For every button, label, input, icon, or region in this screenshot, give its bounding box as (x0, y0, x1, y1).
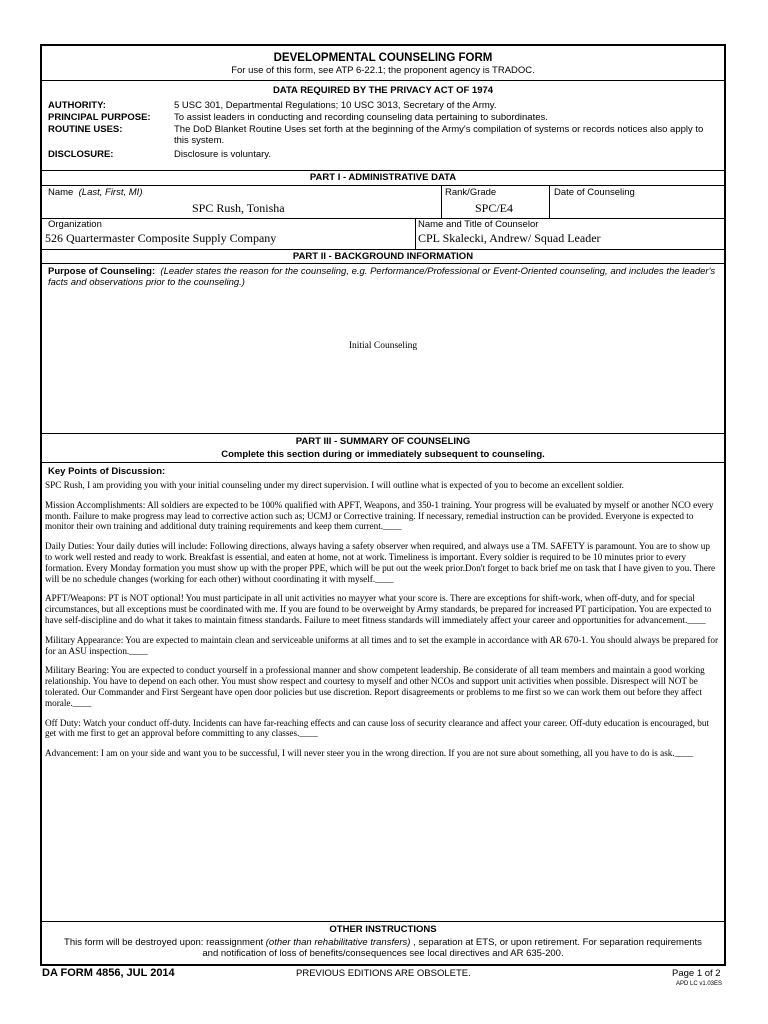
divider (441, 185, 442, 218)
other-instructions-heading: OTHER INSTRUCTIONS (329, 924, 437, 935)
authority-label: AUTHORITY: (48, 100, 106, 111)
purpose-label: Purpose of Counseling: (Leader states the reason for the counseling, e.g. Performance/Professional or Event-Oriented counseling, and includes the leader's facts and observations prior to the counseling.) (48, 266, 716, 288)
divider (42, 921, 724, 922)
editions-notice: PREVIOUS EDITIONS ARE OBSOLETE. (296, 968, 471, 979)
form-number: DA FORM 4856, JUL 2014 (42, 967, 175, 979)
counselor-field[interactable]: CPL Skalecki, Andrew/ Squad Leader (418, 231, 601, 245)
privacy-heading: DATA REQUIRED BY THE PRIVACY ACT OF 1974 (272, 85, 494, 96)
divider (42, 263, 724, 264)
key-point-paragraph: Mission Accomplishments: All soldiers are expected to be 100% qualified with APFT, Weapons, and 350-1 training. Your progress will be evaluated by myself or another NCO every month. Failure to make progress may lead to corrective action such as; UCMJ or Corrective training. If necessary, remedial instruction can be provided. Everyone is expected to monitor their own training and additional duty training requirements and keep them current.____ (45, 499, 714, 532)
divider (42, 433, 724, 434)
counselor-label: Name and Title of Counselor (418, 219, 539, 230)
key-point-paragraph: Daily Duties: Your daily duties will include: Following directions, always having a safety observer when required, and always use a TM. SAFETY is paramount. You are to show up to work well rested and ready to work. Breakfast is essential, and eaten at home, not at work. Timeliness is important. Every soldier is required to be 10 minutes prior to every formation. Every Monday formation you must show up with the proper PPE, which will be put out the week prior.Don't forget to back brief me on task that I have given to you. There will be no schedule changes (working for each other) without coordinating it with myself.____ (45, 541, 716, 584)
authority-text: 5 USC 301, Departmental Regulations; 10 USC 3013, Secretary of the Army. (174, 100, 497, 111)
principal-purpose-label: PRINCIPAL PURPOSE: (48, 112, 151, 123)
divider (42, 185, 724, 186)
key-point-paragraph: APFT/Weapons: PT is NOT optional! You must participate in all unit activities no mayyer what your score is. There are exceptions for shift-work, when off-duty, and for special circumstances, but all exceptions must be coordinated with me. If you are found to be overweight by Army standards, be prepared for increased PT participation. You are expected to have self-discipline and do what it takes to maintain fitness standards. Failure to meet fitness standards will immediately affect your career and opportunities for advancement.____ (45, 593, 712, 625)
key-point-paragraph: Military Appearance: You are expected to maintain clean and serviceable uniforms at all times and to set the example in accordance with AR 670-1. You should always be prepared for for an ASU inspection.____ (45, 634, 719, 656)
version-tag: APD LC v1.03ES (676, 981, 723, 987)
purpose-field[interactable]: Initial Counseling (348, 341, 418, 351)
form-subtitle: For use of this form, see ATP 6-22.1; the proponent agency is TRADOC. (231, 65, 535, 76)
key-point-paragraph: Advancement: I am on your side and want you to be successful, I will never steer you in the wrong direction. If you are not sure about something, all you have to do is ask.____ (45, 748, 694, 759)
disclosure-label: DISCLOSURE: (48, 149, 114, 160)
key-point-paragraph: SPC Rush, I am providing you with your initial counseling under my direct supervision. I will outline what is expected of you to become an excellent soldier. (45, 480, 624, 490)
divider (42, 218, 724, 219)
form-title: DEVELOPMENTAL COUNSELING FORM (273, 52, 493, 64)
principal-purpose-text: To assist leaders in conducting and recording counseling data pertaining to subordinates. (174, 112, 548, 123)
date-label: Date of Counseling (554, 187, 635, 198)
divider (415, 218, 416, 249)
part1-heading: PART I - ADMINISTRATIVE DATA (309, 172, 457, 183)
key-point-paragraph: Off Duty: Watch your conduct off-duty. Incidents can have far-reaching effects and can cause loss of security clearance and affect your career. Off-duty education is encouraged, but get with me first to get an approval before committing to any classes.____ (45, 717, 710, 739)
page-number: Page 1 of 2 (672, 968, 721, 979)
key-points-field[interactable] (45, 480, 719, 768)
routine-uses-label: ROUTINE USES: (48, 124, 123, 135)
divider (42, 249, 724, 250)
counseling-form (40, 44, 726, 966)
routine-uses-text: The DoD Blanket Routine Uses set forth at the beginning of the Army's compilation of systems or records notices also apply to this system. (174, 124, 704, 146)
divider (42, 462, 724, 463)
divider (42, 170, 724, 171)
key-point-paragraph: Military Bearing: You are expected to conduct yourself in a professional manner and show competent leadership. Be considerate of all team members and maintain a good working relationship. You have to depend on each other. You must show respect and courtesy to myself and other NCOs and support unit activities when possible. Disrespect will NOT be tolerated. Our Commander and First Sergeant have open door policies but use discretion. Report disagreements or problems to me first so we can work them out before they affect morale.____ (45, 665, 705, 708)
form-header (42, 52, 724, 76)
privacy-row (48, 112, 716, 124)
part3-heading: PART III - SUMMARY OF COUNSELING Complete this section during or immediately subsequent to counseling. (221, 436, 545, 460)
organization-field[interactable]: 526 Quartermaster Composite Supply Company (45, 231, 277, 245)
rank-label: Rank/Grade (445, 187, 497, 198)
privacy-table (48, 100, 716, 160)
divider (42, 80, 724, 81)
privacy-row (48, 124, 716, 149)
divider (549, 185, 550, 218)
part2-heading: PART II - BACKGROUND INFORMATION (292, 251, 474, 262)
privacy-row (48, 149, 716, 160)
key-points-label: Key Points of Discussion: (48, 466, 166, 477)
other-instructions-text: This form will be destroyed upon: reassignment (other than rehabilitative transfers) , separation at ETS, or upon retirement. For separation requirements and notification of loss of benefits/consequences see local directives and AR 635-200. (64, 937, 702, 959)
name-label: Name (Last, First, MI) (48, 187, 143, 198)
rank-field[interactable]: SPC/E4 (475, 201, 514, 215)
privacy-row (48, 100, 716, 112)
name-field[interactable]: SPC Rush, Tonisha (192, 201, 285, 215)
disclosure-text: Disclosure is voluntary. (174, 149, 271, 160)
organization-label: Organization (48, 219, 102, 230)
